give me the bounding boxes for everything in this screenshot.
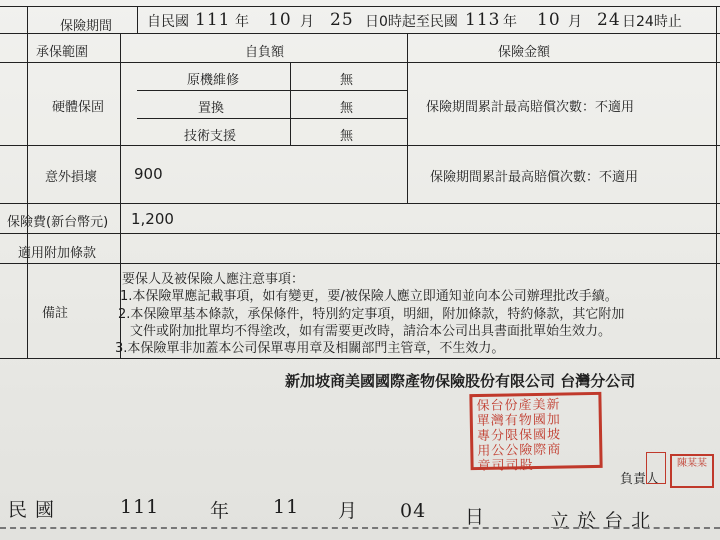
company-seal-stamp	[469, 392, 602, 475]
table-border	[0, 6, 720, 7]
remarks-line: 文件或附加批單均不得塗改，如有需要更改時，請洽本公司出具書面批單始生效力。	[130, 324, 612, 339]
period-unit-month-2: 月	[568, 14, 582, 30]
remarks-line: 要保人及被保險人應注意事項：	[122, 272, 305, 287]
dashed-divider	[0, 527, 720, 529]
table-border	[290, 62, 291, 146]
remarks-line: 3.本保險單非加蓋本公司保單專用章及相關部門主管章，不生效力。	[115, 341, 505, 356]
period-start-year: 111	[195, 10, 231, 30]
period-end-year: 113	[465, 10, 501, 30]
remarks-line: 2.本保險單基本條款，承保條件，特別約定事項，明細，附加條款，特約條款，其它附加	[118, 307, 625, 322]
remarks-label: 備註	[42, 306, 69, 321]
accident-label: 意外損壞	[45, 170, 98, 185]
hardware-item-value: 無	[340, 73, 354, 88]
date-year: 111	[120, 496, 160, 518]
date-unit-day: 日	[465, 506, 486, 528]
table-border	[0, 233, 720, 234]
premium-label: 保險費(新台幣元)	[7, 215, 109, 230]
stamp-row: 保台份產美新	[476, 397, 561, 415]
premium-value: 1,200	[131, 210, 174, 228]
table-border	[0, 358, 720, 359]
period-unit-year-2: 年	[503, 14, 517, 30]
table-border	[27, 6, 28, 359]
date-day: 04	[400, 500, 427, 522]
period-unit-month: 月	[300, 14, 314, 30]
table-border	[407, 33, 408, 204]
period-end-month: 10	[537, 10, 561, 30]
table-border	[0, 203, 720, 204]
hardware-item-value: 無	[340, 129, 354, 144]
period-text-start: 自民國	[147, 14, 189, 30]
table-border	[137, 6, 138, 34]
addon-label: 適用附加條款	[18, 246, 97, 261]
period-label: 保險期間	[60, 19, 113, 34]
period-text-mid: 日0時起至民國	[365, 14, 458, 30]
table-border	[716, 6, 717, 359]
remarks-line: 1.本保險單應記載事項，如有變更，要/被保險人應立即通知並向本公司辦理批改手續。	[120, 289, 618, 304]
date-place: 立 於 台 北	[550, 510, 652, 532]
date-prefix: 民 國	[8, 499, 56, 521]
stamp-row: 單灣有物國加	[476, 412, 561, 430]
date-unit-month: 月	[338, 500, 359, 522]
hardware-amount-text: 保險期間累計最高賠償次數：不適用	[426, 100, 635, 115]
period-start-month: 10	[268, 10, 292, 30]
table-border	[137, 90, 407, 91]
stamp-row: 用公公險際商	[477, 442, 562, 460]
hardware-item-name: 技術支援	[184, 129, 237, 144]
period-end-day: 24	[597, 10, 621, 30]
scope-label: 承保範圍	[36, 45, 89, 60]
period-unit-year: 年	[235, 14, 249, 30]
stamp-row: 專分限保國坡	[476, 427, 562, 445]
company-name: 新加坡商美國國際產物保險股份有限公司 台灣分公司	[285, 372, 636, 390]
hardware-item-name: 原機維修	[187, 73, 240, 88]
table-border	[0, 145, 720, 146]
responsible-label: 負責人	[620, 472, 660, 487]
table-border	[0, 62, 720, 63]
date-month: 11	[273, 496, 300, 518]
table-border	[137, 118, 407, 119]
date-unit-year: 年	[210, 500, 231, 522]
table-border	[0, 263, 720, 264]
deductible-header: 自負額	[245, 45, 285, 60]
amount-header: 保險金額	[498, 45, 551, 60]
responsible-seal-mini	[646, 452, 666, 484]
accident-amount-text: 保險期間累計最高賠償次數：不適用	[430, 170, 639, 185]
stamp-row: 章司司股	[477, 458, 534, 475]
hardware-item-name: 置換	[198, 101, 225, 116]
responsible-seal: 陳某某	[670, 454, 714, 488]
hardware-label: 硬體保固	[52, 100, 105, 115]
period-text-end: 日24時止	[622, 14, 682, 30]
accident-deductible-value: 900	[134, 165, 163, 183]
period-start-day: 25	[330, 10, 354, 30]
hardware-item-value: 無	[340, 101, 354, 116]
